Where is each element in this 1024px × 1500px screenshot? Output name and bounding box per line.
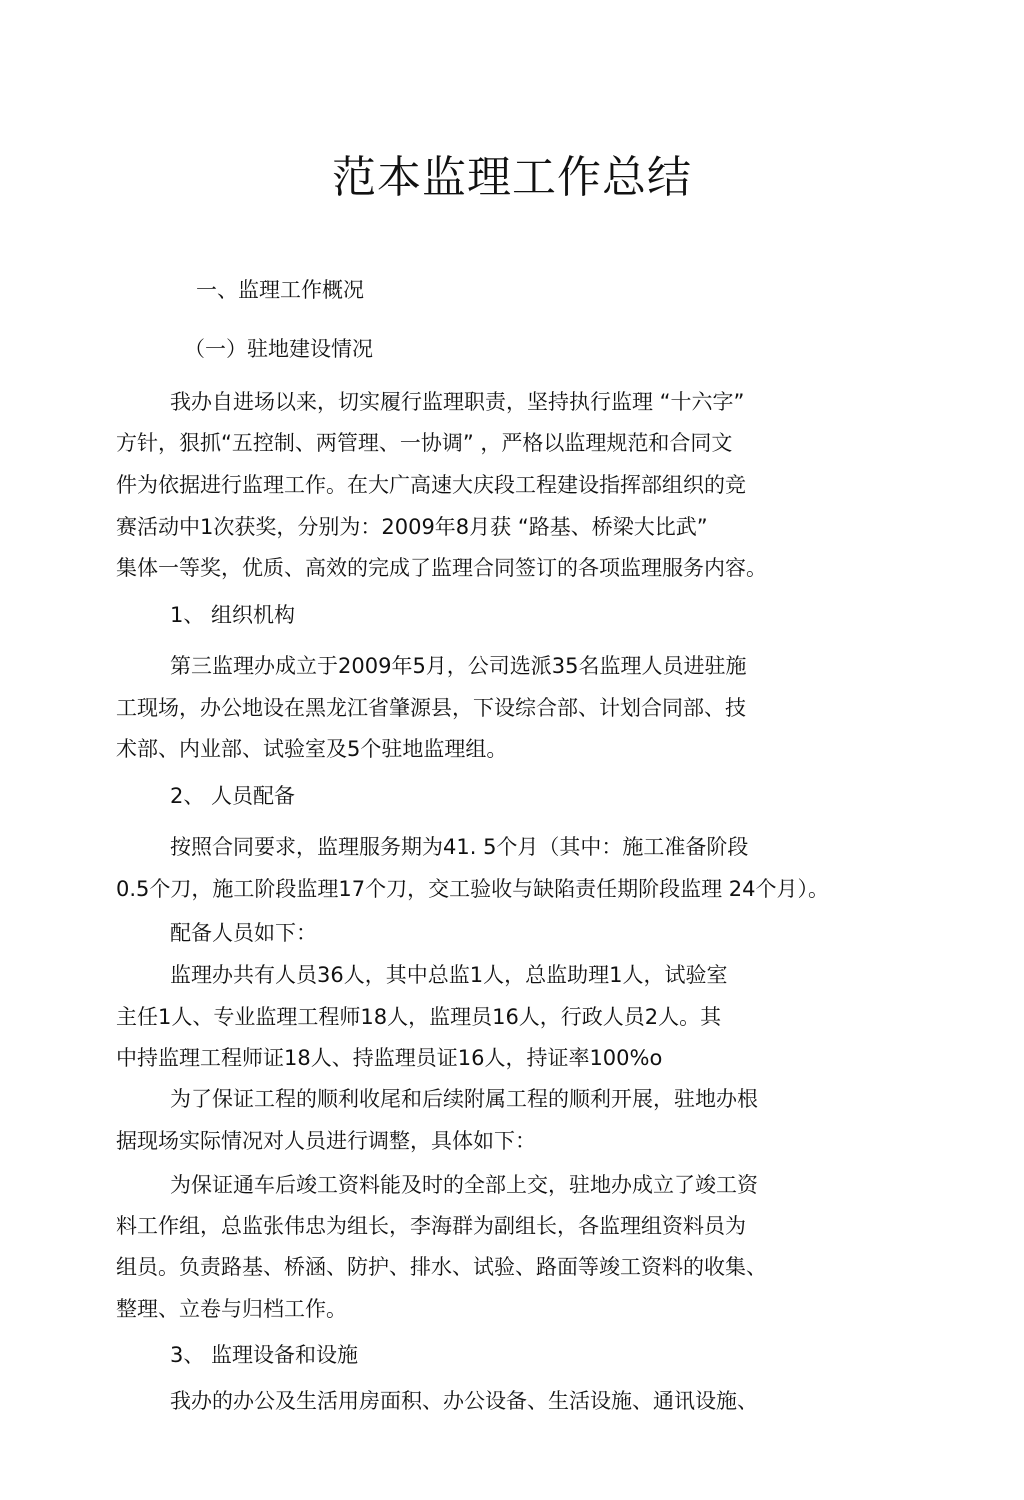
paragraph-line: 件为依据进行监理工作。在大广高速大庆段工程建设指挥部组织的竞 xyxy=(116,473,746,497)
paragraph-line: 据现场实际情况对人员进行调整，具体如下： xyxy=(116,1129,536,1153)
paragraph-line: 整理、立卷与归档工作。 xyxy=(116,1297,347,1321)
paragraph-line: 按照合同要求，监理服务期为41. 5个月（其中：施工准备阶段 xyxy=(170,835,749,859)
paragraph-line: 第三监理办成立于2009年5月，公司选派35名监理人员进驻施 xyxy=(170,654,747,678)
paragraph-line: 料工作组，总监张伟忠为组长，李海群为副组长，各监理组资料员为 xyxy=(116,1214,746,1238)
paragraph-line: 0.5个刀，施工阶段监理17个刀，交工验收与缺陷责任期阶段监理 24个月）。 xyxy=(116,877,830,901)
item-heading: 2、 人员配备 xyxy=(170,784,296,808)
paragraph-line: 为保证通车后竣工资料能及时的全部上交，驻地办成立了竣工资 xyxy=(170,1173,758,1197)
paragraph-line: 组员。负责路基、桥涵、防护、排水、试验、路面等竣工资料的收集、 xyxy=(116,1255,767,1279)
paragraph-line: 监理办共有人员36人，其中总监1人，总监助理1人，试验室 xyxy=(170,963,728,987)
paragraph-line: 我办自进场以来，切实履行监理职责，坚持执行监理 “十六字” xyxy=(170,390,745,414)
paragraph-line: 主任1人、专业监理工程师18人，监理员16人，行政人员2人。其 xyxy=(116,1005,722,1029)
paragraph-line: 中持监理工程师证18人、持监理员证16人，持证率100%o xyxy=(116,1046,663,1070)
section-heading: 一、监理工作概况 xyxy=(196,278,364,302)
paragraph-line: 我办的办公及生活用房面积、办公设备、生活设施、通讯设施、 xyxy=(170,1389,758,1413)
paragraph-line: 方针，狠抓“五控制、两管理、一协调” ，严格以监理规范和合同文 xyxy=(116,431,733,455)
paragraph-line: 为了保证工程的顺利收尾和后续附属工程的顺利开展，驻地办根 xyxy=(170,1087,758,1111)
paragraph-line: 术部、内业部、试验室及5个驻地监理组。 xyxy=(116,737,508,761)
item-heading: 3、 监理设备和设施 xyxy=(170,1343,359,1367)
item-heading: 1、 组织机构 xyxy=(170,603,296,627)
subsection-heading: （一）驻地建设情况 xyxy=(184,337,373,361)
document-title: 范本监理工作总结 xyxy=(332,152,692,203)
paragraph-line: 配备人员如下： xyxy=(170,921,317,945)
paragraph-line: 赛活动中1次获奖，分别为：2009年8月获 “路基、桥梁大比武” xyxy=(116,515,708,539)
paragraph-line: 工现场，办公地设在黑龙江省肇源县，下设综合部、计划合同部、技 xyxy=(116,696,746,720)
paragraph-line: 集体一等奖，优质、高效的完成了监理合同签订的各项监理服务内容。 xyxy=(116,556,767,580)
